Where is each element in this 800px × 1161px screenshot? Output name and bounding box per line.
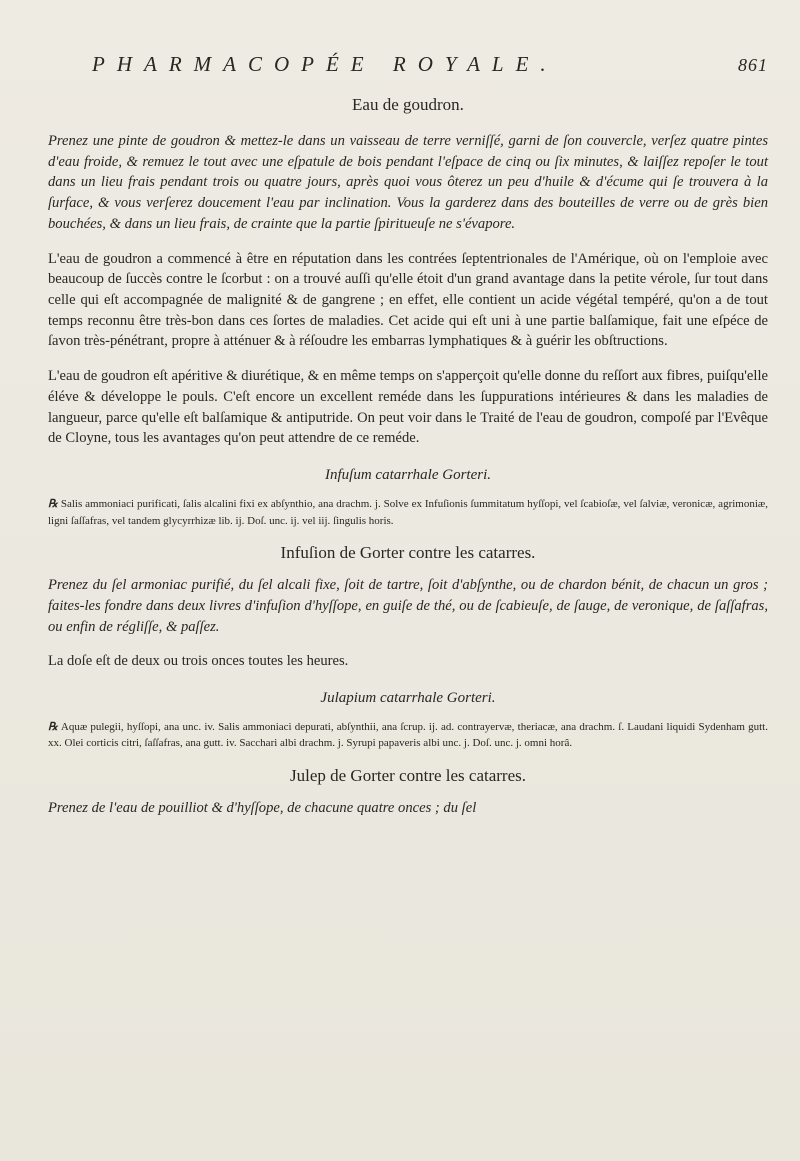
section-title: Eau de goudron. bbox=[352, 95, 464, 114]
recipe-symbol-icon: ℞ bbox=[48, 498, 58, 511]
infusum-latin-text: Salis ammoniaci purificati, ſalis alcalini fixi ex abſynthio, ana drachm. j. Solve ex Infuſionis ſummitatum hyſſopi, vel ſcabioſæ, vel ſalviæ, veronicæ, agrimoniæ, ligni ſaſſafras, vel tandem glycyrrhizæ lib. ij. Doſ. unc. ij. vel iij. ſingulis horis. bbox=[48, 498, 768, 527]
julapium-french-text: Prenez de l'eau de pouilliot & d'hyſſope, de chacune quatre onces ; du ſel bbox=[48, 799, 477, 816]
paragraph-1: L'eau de goudron a commencé à être en réputation dans les contrées ſeptentrionales de l'Amérique, où on l'emploie avec beaucoup de ſuccès contre le ſcorbut : on a trouvé auſſi qu'elle étoit d'un grand avantage dans la petite vérole, ſur tout dans celle qui eſt accompagnée de malignité & de gangrene ; en effet, elle contient un acide végétal tempéré, qu'on a de tout temps reconnu être très-bon dans ces ſortes de maladies. Cet acide qui eſt uni à une partie balſamique, fait une eſpéce de ſavon très-pénétrant, propre à atténuer & à réſoudre les embarras lymphatiques & à guérir les obſtructions. bbox=[48, 250, 768, 350]
infusum-dose: La doſe eſt de deux ou trois onces toutes les heures. bbox=[48, 653, 349, 670]
page-number: 861 bbox=[738, 55, 768, 75]
running-title: PHARMACOPÉE ROYALE. bbox=[92, 52, 558, 76]
julapium-latin-text: Aquæ pulegii, hyſſopi, ana unc. iv. Salis ammoniaci depurati, abſynthii, ana ſcrup. ij. ad. contrayervæ, theriacæ, ana drachm. ſ. Laudani liquidi Sydenham gutt. xx. Olei corticis citri, ſaſſafras, ana gutt. iv. Sacchari albi drachm. j. Syrupi papaveris albi unc. j. Doſ. unc. j. omni horâ. bbox=[48, 720, 768, 750]
running-header bbox=[92, 52, 768, 77]
infusum-heading: Infuſum catarrhale Gorteri. bbox=[325, 467, 491, 484]
julapium-latin-prescription bbox=[48, 719, 768, 752]
recipe-symbol-icon: ℞ bbox=[48, 720, 58, 733]
paragraph-2: L'eau de goudron eſt apéritive & diurétique, & en même temps on s'apperçoit qu'elle donne du reſſort aux fibres, puiſqu'elle éléve & développe le pouls. C'eſt encore un excellent reméde dans les ſuppurations intérieures & dans les maladies de langueur, parce qu'elle eſt balſamique & antiputride. On peut voir dans le Traité de l'eau de goudron, compoſé par l'Evêque de Cloyne, tous les avantages qu'on peut attendre de ce reméde. bbox=[48, 368, 768, 447]
julapium-french-heading: Julep de Gorter contre les catarres. bbox=[290, 765, 526, 785]
recipe-intro: Prenez une pinte de goudron & mettez-le dans un vaisseau de terre verniſſé, garni de ſon couvercle, verſez quatre pintes d'eau froide, & remuez le tout avec une eſpatule de bois pendant l'eſpace de cinq ou ſix minutes, & laiſſez repoſer le tout dans un lieu frais pendant trois ou quatre jours, après quoi vous ôterez un peu d'huile & d'écume qui ſe trouvera à la ſurface, & vous verſerez doucement l'eau par inclination. Vous la garderez dans des bouteilles de verre ou de grès bien bouchées, & dans un lieu frais, de crainte que la partie ſpiritueuſe ne s'évapore. bbox=[48, 133, 768, 232]
infusum-latin-prescription bbox=[48, 496, 768, 529]
infusum-french-heading: Infuſion de Gorter contre les catarres. bbox=[280, 543, 536, 563]
infusum-french-text: Prenez du ſel armoniac purifié, du ſel alcali fixe, ſoit de tartre, ſoit d'abſynthe, ou de chardon bénit, de chacun un gros ; faites-les fondre dans deux livres d'infuſion d'hyſſope, en guiſe de thé, ou de ſcabieuſe, de ſauge, de veronique, de ſaſſafras, ou enfin de régliſſe, & paſſez. bbox=[48, 577, 768, 635]
julapium-heading: Julapium catarrhale Gorteri. bbox=[320, 689, 496, 706]
